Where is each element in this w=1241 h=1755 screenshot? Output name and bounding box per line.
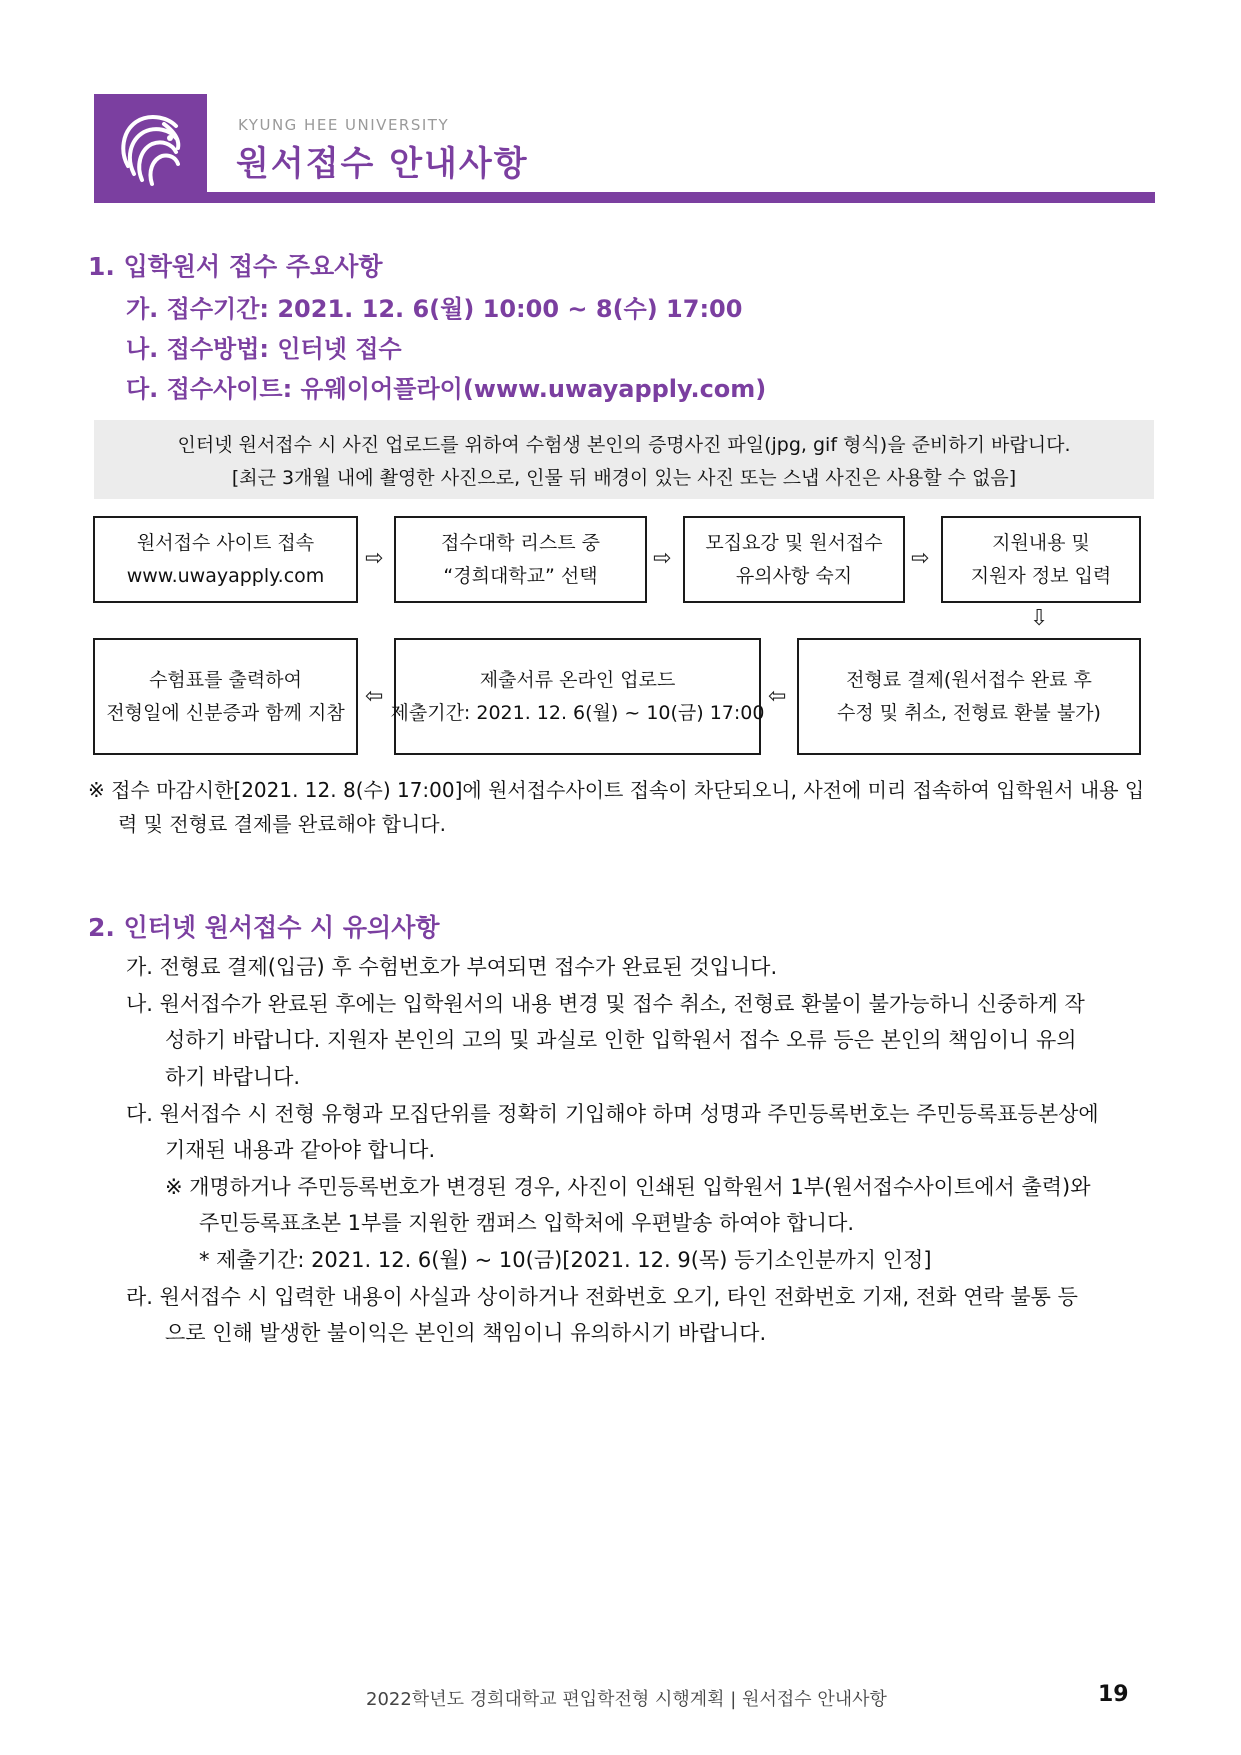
flow-step-5: [797, 638, 1141, 755]
flow-step-text: 유의사항 숙지: [735, 564, 853, 587]
flow-step-6: [390, 638, 765, 755]
arrow-right-icon: ⇨: [653, 546, 672, 571]
logo-block: [94, 94, 207, 203]
flow-step-1: [93, 516, 358, 603]
page-title: 원서접수 안내사항: [236, 144, 529, 184]
flow-step-text: 수험표를 출력하여: [149, 668, 302, 691]
caution-line: 하기 바랍니다.: [165, 1065, 301, 1089]
flow-step-text: 지원자 정보 입력: [970, 564, 1112, 587]
flow-step-text: 원서접수 사이트 접속: [136, 531, 315, 554]
flow-step-text: 전형일에 신분증과 함께 지참: [106, 701, 345, 724]
caution-line: 라. 원서접수 시 입력한 내용이 사실과 상이하거나 전화번호 오기, 타인 전화번호 기재, 전화 연락 불통 등: [126, 1285, 1078, 1309]
caution-line: 나. 원서접수가 완료된 후에는 입학원서의 내용 변경 및 접수 취소, 전형료 환불이 불가능하니 신중하게 작: [126, 992, 1085, 1016]
footer-text: 2022학년도 경희대학교 편입학전형 시행계획 | 원서접수 안내사항: [366, 1689, 887, 1710]
caution-line: 다. 원서접수 시 전형 유형과 모집단위를 정확히 기입해야 하며 성명과 주민등록번호는 주민등록표등본상에: [126, 1102, 1099, 1126]
caution-note: 주민등록표초본 1부를 지원한 캠퍼스 입학처에 우편발송 하여야 합니다.: [199, 1211, 855, 1235]
section2-title: 2. 인터넷 원서접수 시 유의사항: [88, 913, 440, 942]
caution-line: 기재된 내용과 같아야 합니다.: [165, 1138, 436, 1162]
flow-step-text: “경희대학교” 선택: [443, 564, 598, 587]
flow-step-text: 수정 및 취소, 전형료 환불 불가): [837, 701, 1101, 724]
photo-notice-line: [최근 3개월 내에 촬영한 사진으로, 인물 뒤 배경이 있는 사진 또는 스냅 사진은 사용할 수 없음]: [231, 467, 1017, 489]
flow-step-text: 제출기간: 2021. 12. 6(월) ~ 10(금) 17:00: [390, 701, 765, 724]
deadline-footnote: ※ 접수 마감시한[2021. 12. 8(수) 17:00]에 원서접수사이트 접속이 차단되오니, 사전에 미리 접속하여 입학원서 내용 입: [88, 778, 1145, 802]
arrow-down-icon: ⇩: [1030, 606, 1049, 631]
arrow-right-icon: ⇨: [365, 546, 384, 571]
flow-step-3: [683, 516, 905, 603]
caution-line: 성하기 바랍니다. 지원자 본인의 고의 및 과실로 인한 입학원서 접수 오류 등은 본인의 책임이니 유의: [165, 1028, 1077, 1052]
flow-step-text: 지원내용 및: [992, 531, 1090, 554]
arrow-left-icon: ⇦: [768, 684, 787, 709]
caution-line: 가. 전형료 결제(입금) 후 수험번호가 부여되면 접수가 완료된 것입니다.: [126, 955, 778, 979]
section1-item-site: 다. 접수사이트: 유웨이어플라이(www.uwayapply.com): [126, 375, 767, 403]
flow-step-4: [941, 516, 1141, 603]
flow-step-2: [394, 516, 647, 603]
section1-item-method: 나. 접수방법: 인터넷 접수: [126, 335, 402, 363]
university-name: KYUNG HEE UNIVERSITY: [238, 116, 450, 134]
photo-notice-box: [94, 420, 1154, 499]
deadline-footnote: 력 및 전형료 결제를 완료해야 합니다.: [118, 812, 446, 836]
lion-head-icon: [114, 108, 186, 188]
flow-step-text: www.uwayapply.com: [126, 564, 325, 587]
page-number: 19: [1098, 1682, 1129, 1707]
section1-title: 1. 입학원서 접수 주요사항: [88, 252, 383, 281]
flow-step-7: [93, 638, 358, 755]
caution-note: * 제출기간: 2021. 12. 6(월) ~ 10(금)[2021. 12. 9(목) 등기소인분까지 인정]: [199, 1248, 932, 1272]
flow-step-text: 전형료 결제(원서접수 완료 후: [846, 668, 1092, 691]
header-rule: [94, 192, 1155, 203]
caution-note: ※ 개명하거나 주민등록번호가 변경된 경우, 사진이 인쇄된 입학원서 1부(원서접수사이트에서 출력)와: [165, 1175, 1091, 1199]
caution-line: 으로 인해 발생한 불이익은 본인의 책임이니 유의하시기 바랍니다.: [165, 1321, 767, 1345]
section1-item-period: 가. 접수기간: 2021. 12. 6(월) 10:00 ~ 8(수) 17:00: [126, 295, 743, 323]
flow-step-text: 접수대학 리스트 중: [441, 531, 600, 554]
arrow-right-icon: ⇨: [911, 546, 930, 571]
arrow-left-icon: ⇦: [365, 684, 384, 709]
flow-step-text: 모집요강 및 원서접수: [705, 531, 883, 554]
flow-step-text: 제출서류 온라인 업로드: [479, 668, 676, 691]
photo-notice-line: 인터넷 원서접수 시 사진 업로드를 위하여 수험생 본인의 증명사진 파일(jpg, gif 형식)을 준비하기 바랍니다.: [177, 434, 1071, 456]
